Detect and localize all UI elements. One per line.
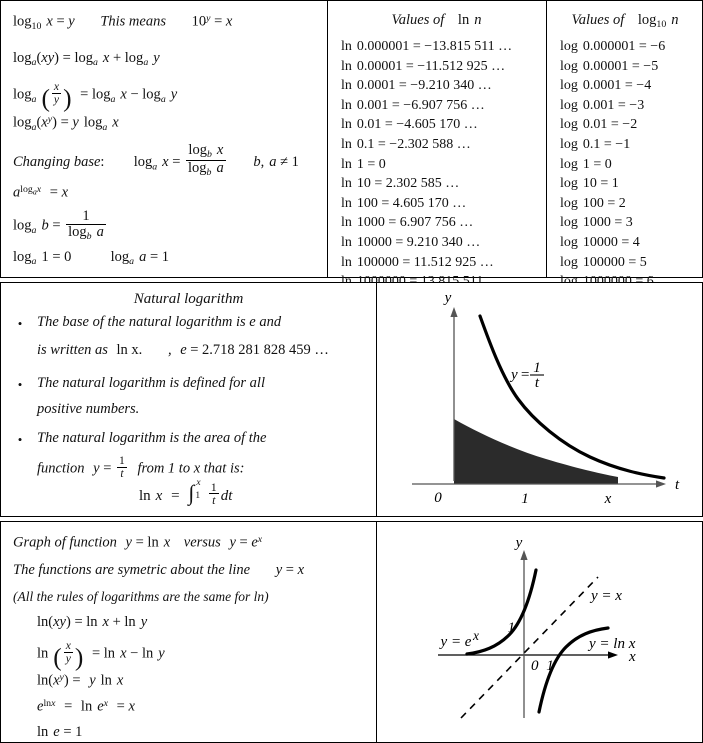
log-value-fn: log (560, 117, 578, 133)
log-value-row (560, 57, 665, 77)
heading-values-ln: Values of ln n (391, 12, 482, 28)
heading-values-ln-prefix: Values of (391, 12, 445, 28)
ln-value-arg: 100000 (356, 254, 399, 270)
ln-vs-exp-text (1, 522, 376, 742)
log-value-fn: log (560, 156, 578, 172)
integral-upper-limit: x (196, 477, 201, 488)
ln-value-fn: ln (341, 97, 352, 113)
annotation-y: y (511, 367, 518, 383)
log-value-row (560, 155, 665, 175)
bullet-1-comma: , (167, 342, 172, 358)
log-value-arg: 0.00001 (582, 58, 629, 74)
ln-value-value: −9.210 340 … (410, 78, 492, 94)
ln-value-arg: 0.001 (356, 97, 389, 113)
log-value-arg: 1 (582, 156, 590, 172)
ln-value-fn: ln (341, 78, 352, 94)
ln-value-fn: ln (341, 156, 352, 172)
ln-value-value: −2.302 588 … (389, 136, 471, 152)
log-value-value: −3 (629, 97, 645, 113)
label-y-axis: y (515, 535, 523, 551)
ln-value-row (341, 213, 512, 233)
log-value-equals: = (635, 39, 651, 54)
ln-value-fn: ln (341, 234, 352, 250)
hyperbola-svg (376, 283, 703, 516)
log-value-equals: = (589, 156, 605, 172)
list-values-log10 (560, 37, 665, 292)
ln-value-row (341, 115, 512, 135)
log-value-value: 5 (639, 254, 647, 270)
ln-value-equals: = (374, 136, 390, 152)
ln-value-equals: = (370, 176, 386, 192)
ln-value-arg: 0.000001 (356, 39, 410, 54)
ln-value-fn: ln (341, 136, 352, 152)
log-value-arg: 0.000001 (582, 39, 636, 54)
annotation-den: t (534, 375, 540, 391)
bullet-dot-1: • (17, 316, 23, 331)
log-value-fn: log (560, 58, 578, 74)
log-value-fn: log (560, 78, 578, 94)
label-tick-y-one: 1 (507, 620, 515, 636)
ln-value-row (341, 76, 512, 96)
formula-reciprocal-base: $\log_a b$ = $\frac{1}{\log_b a}$ (13, 208, 104, 242)
bullet-1-line-2: is written as ln x. , e = 2.718 281 828 459 … (37, 342, 329, 358)
ln-value-fn: ln (341, 215, 352, 231)
ln-value-equals: = (388, 97, 404, 113)
graph-symmetry-text: The functions are symetric about the line (13, 562, 251, 578)
bullet-3-function-word: function (37, 460, 85, 477)
ln-value-arg: 1000 (356, 215, 385, 231)
bullet-2-line-2: positive numbers. (37, 401, 140, 417)
log-value-value: 3 (625, 215, 633, 231)
ln-value-row (341, 253, 512, 273)
ln-value-fn: ln (341, 176, 352, 192)
log-value-fn: log (560, 254, 578, 270)
log-value-arg: 0.001 (582, 97, 615, 113)
integrand-den: t (209, 493, 219, 506)
ln-value-fn: ln (341, 117, 352, 133)
ln-value-fn: ln (341, 58, 352, 74)
log-value-value: −5 (643, 58, 659, 74)
bullet-1-line-1: The base of the natural logarithm is e and (37, 314, 282, 330)
ln-value-arg: 10000 (356, 234, 392, 250)
bullet-3-line-2: function y = $\frac{1}{t}$ from 1 to x that is: (37, 454, 245, 480)
annotation-eq: = (520, 367, 531, 383)
label-x-axis: x (629, 649, 636, 665)
log-value-arg: 1000 (582, 215, 611, 231)
natural-logarithm-title: Natural logarithm (133, 291, 244, 307)
ln-value-value: −6.907 756 … (403, 97, 485, 113)
log-value-equals: = (621, 78, 637, 94)
ln-value-fn: ln (341, 254, 352, 270)
ln-value-row (341, 37, 512, 57)
bullet-3-from-to: from 1 to x that is: (137, 460, 245, 477)
annotation-num: 1 (533, 360, 541, 376)
log-value-row (560, 135, 665, 155)
ln-value-row (341, 194, 512, 214)
log-value-equals: = (603, 195, 619, 211)
log-value-row (560, 96, 665, 116)
label-tick-x-one: 1 (546, 658, 554, 674)
log-value-arg: 0.1 (582, 136, 601, 152)
log-value-arg: 0.0001 (582, 78, 622, 94)
ln-value-arg: 100 (356, 195, 378, 211)
ln-value-value: 4.605 170 … (392, 195, 467, 211)
log-value-arg: 10 (582, 176, 597, 192)
rule-ln-inverse: $e^{lnx} = \ln e^x = x$ (37, 698, 135, 715)
formula-quotient-rule: $\log_a$ ( $\frac{x}{y}$ ) = $\log_a x - \log_a y$ (13, 80, 178, 113)
graph-intro-line-1: Graph of function y = ln x versus $y = e^x$ (13, 534, 263, 551)
bullet-3-frac-num: 1 (119, 454, 125, 467)
graph-intro-prefix: Graph of function (13, 534, 117, 551)
integral-dt: dt (220, 487, 233, 504)
log-value-value: 2 (618, 195, 626, 211)
log-value-value: −6 (650, 39, 666, 54)
log-value-row (560, 253, 665, 273)
formula-definition: $\log_{10} x = y$ This means 10$^y$ = x (13, 13, 233, 32)
x-axis-arrow (608, 651, 618, 658)
integrand-num: 1 (210, 480, 217, 494)
log-value-fn: log (560, 97, 578, 113)
label-y-axis: y (444, 290, 452, 306)
ln-value-arg: 10 (356, 176, 371, 192)
ln-value-value: −13.815 511 … (424, 39, 513, 54)
ln-value-arg: 1 (356, 156, 364, 172)
graph-rules-note: (All the rules of logarithms are the same for ln) (13, 589, 269, 604)
bullet-1-ln-x: ln x. (116, 342, 143, 358)
ln-value-value: −4.605 170 … (396, 117, 478, 133)
ln-value-equals: = (381, 117, 397, 133)
label-t-axis: t (675, 477, 680, 493)
label-tick-x: x (604, 491, 612, 507)
t-axis-arrow (656, 480, 666, 487)
natural-logarithm-text (1, 283, 376, 516)
heading-values-log10-prefix: Values of (571, 12, 625, 28)
bullet-2-line-1: The natural logarithm is defined for all (37, 375, 265, 391)
graph-area-under-one-over-t (376, 283, 702, 516)
ln-value-row (341, 96, 512, 116)
panel-ln-vs-exp (0, 521, 703, 743)
label-y-equals-x: y = x (591, 588, 622, 604)
log-value-value: 4 (632, 234, 640, 250)
ln-value-value: 11.512 925 … (413, 254, 494, 270)
log-value-equals: = (600, 136, 616, 152)
log-value-row (560, 174, 665, 194)
label-origin: 0 (531, 658, 539, 674)
log-value-equals: = (617, 234, 633, 250)
panel-log-formulas (0, 0, 703, 278)
label-tick-1: 1 (521, 491, 529, 507)
ln-value-arg: 0.00001 (356, 58, 403, 74)
label-ln-curve: y = ln x (589, 636, 636, 652)
log-value-equals: = (614, 97, 630, 113)
graph-ln-exp-symmetry (376, 522, 702, 742)
ln-value-arg: 0.1 (356, 136, 375, 152)
log-value-equals: = (624, 254, 640, 270)
log-value-equals: = (610, 215, 626, 231)
ln-value-equals: = (402, 58, 418, 74)
graph-intro-line-3 (13, 589, 269, 605)
log-value-fn: log (560, 215, 578, 231)
log-value-arg: 0.01 (582, 117, 608, 133)
log-value-equals: = (628, 58, 644, 74)
log-value-value: −2 (622, 117, 638, 133)
log-value-arg: 100 (582, 195, 604, 211)
y-axis-arrow (450, 307, 457, 317)
ln-value-equals: = (398, 254, 414, 270)
ln-value-row (341, 233, 512, 253)
formula-ln-integral: ln x = ∫ 1 x $\frac{1}{t}$ dt (139, 477, 233, 508)
ln-value-row (341, 155, 512, 175)
y-axis-arrow (520, 550, 527, 560)
formula-change-of-base: Changing base: $\log_a x$ = $\frac{\log_b x}{\log_b a}$ b, a ≠ 1 (13, 142, 299, 179)
log-value-arg: 100000 (582, 254, 625, 270)
label-exp-text: y = e (440, 634, 472, 650)
ln-value-value: 2.302 585 … (385, 176, 460, 192)
bullet-dot-3: • (17, 432, 23, 447)
log-value-fn: log (560, 136, 578, 152)
ln-exp-svg (376, 522, 703, 742)
ln-value-equals: = (377, 195, 393, 211)
label-origin: 0 (434, 490, 442, 506)
ln-value-row (341, 57, 512, 77)
list-values-ln (341, 37, 512, 292)
log-value-fn: log (560, 195, 578, 211)
log-value-equals: = (596, 176, 612, 192)
curve-annotation (509, 360, 544, 391)
column-values-ln (327, 1, 546, 277)
log-value-row (560, 37, 665, 57)
ln-value-fn: ln (341, 39, 352, 54)
rule-ln-quotient: ln ( $\frac{x}{y}$ ) = ln x − ln y (37, 639, 165, 672)
log-value-fn: log (560, 234, 578, 250)
graph-intro-line-2: The functions are symetric about the line y = x (13, 562, 304, 578)
formula-log-one-and-self: $\log_a 1 = 0$ $\log_a a = 1$ (13, 249, 170, 268)
integral-sign: ∫ (188, 480, 195, 505)
log-value-fn: log (560, 176, 578, 192)
panel-natural-logarithm (0, 282, 703, 517)
rule-ln-product: ln(xy) = ln x + ln y (37, 614, 148, 630)
log-value-arg: 10000 (582, 234, 618, 250)
log-value-value: −4 (636, 78, 652, 94)
ln-value-row (341, 135, 512, 155)
integral-lower-limit: 1 (195, 490, 201, 501)
bullet-dot-2: • (17, 377, 23, 392)
column-formulas (1, 1, 327, 277)
column-values-log10 (546, 1, 703, 277)
bullet-3-line-1: The natural logarithm is the area of the (37, 430, 267, 446)
ln-value-arg: 0.0001 (356, 78, 396, 94)
shaded-area (454, 419, 618, 484)
ln-value-equals: = (363, 156, 379, 172)
rule-ln-power: $\ln(x^y) = y$ ln x (37, 672, 124, 689)
log-value-equals: = (607, 117, 623, 133)
graph-intro-versus: versus (183, 534, 221, 551)
label-exp-superscript: x (473, 628, 479, 643)
label-exponential-curve (439, 628, 479, 650)
log-value-row (560, 76, 665, 96)
ln-value-fn: ln (341, 195, 352, 211)
ln-value-equals: = (409, 39, 425, 54)
rule-ln-e: ln e = 1 (37, 724, 83, 740)
formula-exp-log-identity: $a^{log_ax} = x$ (13, 184, 69, 201)
ln-value-equals: = (395, 78, 411, 94)
ln-value-value: 9.210 340 … (406, 234, 481, 250)
ln-value-equals: = (384, 215, 400, 231)
formula-product-rule: $\log_a(xy) = \log_a x + \log_a y$ (13, 50, 160, 69)
ln-value-equals: = (391, 234, 407, 250)
log-value-value: 1 (611, 176, 619, 192)
bullet-1-written-as: is written as (37, 342, 108, 358)
ln-value-value: −11.512 925 … (417, 58, 506, 74)
log-value-fn: log (560, 39, 578, 54)
log-value-row (560, 233, 665, 253)
heading-values-log10: Values of $\log_{10} n$ (571, 12, 679, 31)
ln-value-value: 6.907 756 … (399, 215, 474, 231)
log-value-row (560, 213, 665, 233)
log-value-value: −1 (615, 136, 631, 152)
ln-value-row (341, 174, 512, 194)
log-value-row (560, 115, 665, 135)
ln-value-arg: 0.01 (356, 117, 382, 133)
ln-value-value: 0 (378, 156, 386, 172)
formula-power-rule: $\log_a(x^y) = y$ $\log_a x$ (13, 114, 119, 133)
bullet-3-frac-den: t (117, 467, 127, 480)
log-value-row (560, 194, 665, 214)
log-value-value: 0 (604, 156, 612, 172)
